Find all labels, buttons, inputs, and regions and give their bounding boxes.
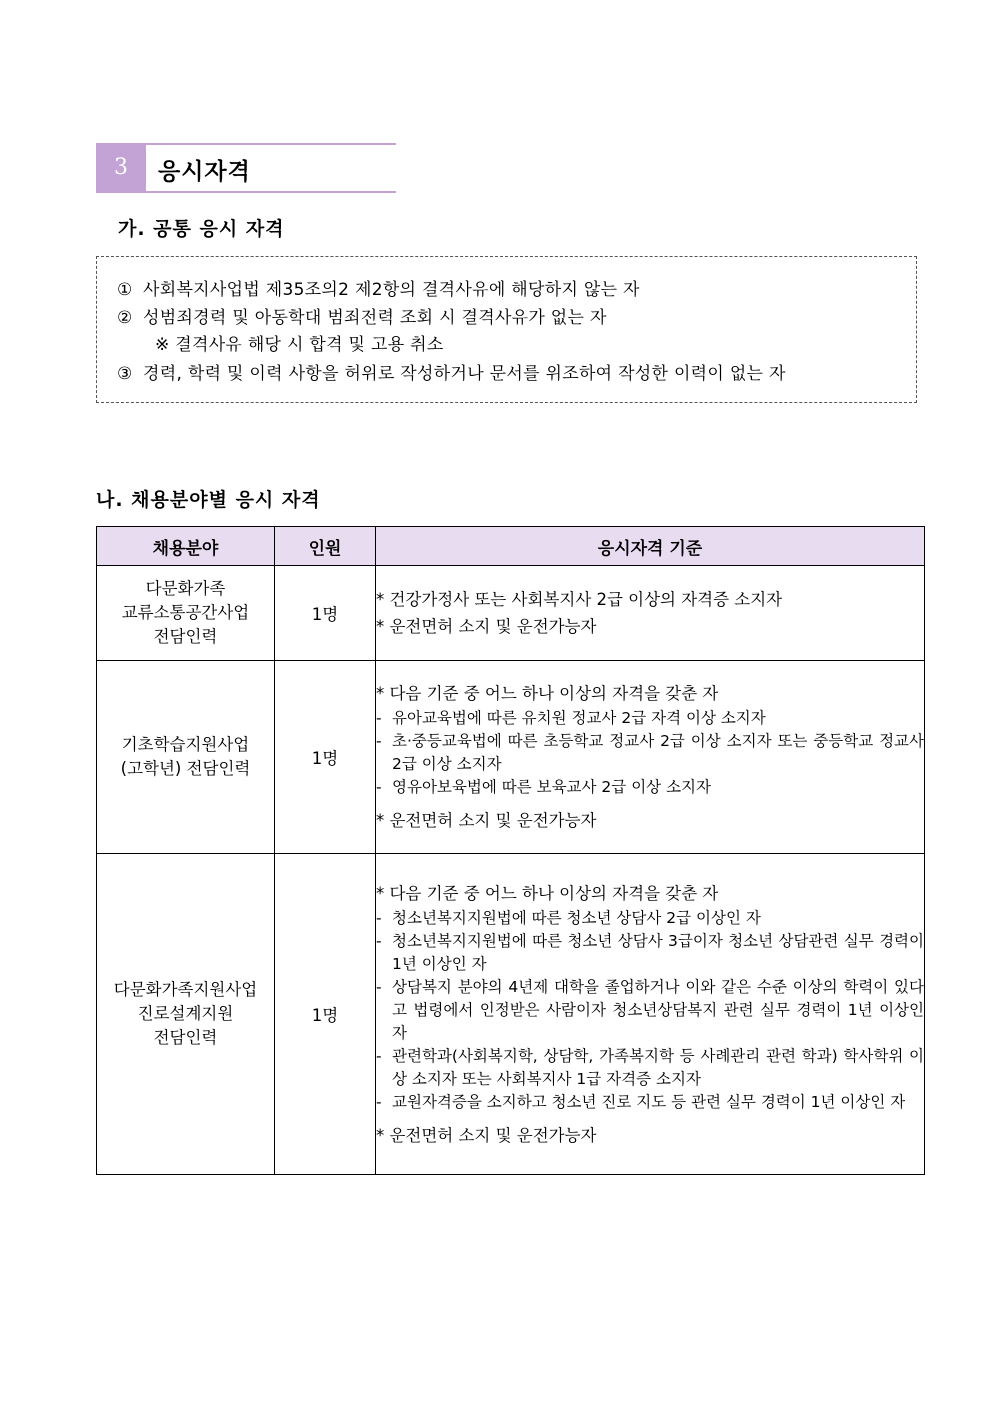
field-line: 기초학습지원사업 <box>121 735 250 754</box>
criteria-cell <box>376 566 925 661</box>
table-row <box>97 854 925 1175</box>
note-text: ※ 결격사유 해당 시 합격 및 고용 취소 <box>155 335 444 355</box>
field-line: (고학년) 전담인력 <box>120 759 251 778</box>
criteria-cell <box>376 661 925 854</box>
criteria-intro: * 다음 기준 중 어느 하나 이상의 자격을 갖춘 자 <box>376 684 719 703</box>
dash-text: 상담복지 분야의 4년제 대학을 졸업하거나 이와 같은 수준 이상의 학력이 있다고 법령에서 인정받은 사람이자 청소년상담복지 관련 실무 경력이 1년 이상인 자 <box>392 977 924 1042</box>
field-line: 진로설계지원 <box>137 1004 234 1023</box>
section-number: 3 <box>96 143 146 193</box>
common-item <box>117 359 786 384</box>
criteria-item: * 운전면허 소지 및 운전가능자 <box>376 617 597 636</box>
count-cell: 1명 <box>275 661 376 854</box>
dash-text: 교원자격증을 소지하고 청소년 진로 지도 등 관련 실무 경력이 1년 이상인 자 <box>392 1092 906 1111</box>
field-cell <box>97 566 275 661</box>
count-cell: 1명 <box>275 854 376 1175</box>
item-text: 경력, 학력 및 이력 사항을 허위로 작성하거나 문서를 위조하여 작성한 이력이 없는 자 <box>143 364 786 384</box>
common-item <box>117 303 607 328</box>
dash-text: 유아교육법에 따른 유치원 정교사 2급 자격 이상 소지자 <box>392 709 766 727</box>
table-row <box>97 661 925 854</box>
table-row <box>97 566 925 661</box>
item-text: 사회복지사업법 제35조의2 제2항의 결격사유에 해당하지 않는 자 <box>143 280 640 300</box>
header-field: 채용분야 <box>97 527 275 566</box>
criteria-dash-item: - 영유아보육법에 따른 보육교사 2급 이상 소지자 <box>376 776 924 799</box>
table-header-row <box>97 527 925 566</box>
criteria-dash-item: - 유아교육법에 따른 유치원 정교사 2급 자격 이상 소지자 <box>376 707 924 730</box>
common-qualifications-box <box>96 256 917 403</box>
section-title: 응시자격 <box>158 159 251 185</box>
criteria-outro: * 운전면허 소지 및 운전가능자 <box>376 1125 597 1145</box>
criteria-dash-item: - 교원자격증을 소지하고 청소년 진로 지도 등 관련 실무 경력이 1년 이상인 자 <box>376 1091 924 1114</box>
field-line: 전담인력 <box>153 1028 218 1047</box>
by-field-heading: 나. 채용분야별 응시 자격 <box>96 489 321 511</box>
common-note <box>155 330 444 355</box>
criteria-cell <box>376 854 925 1175</box>
item-number: ① <box>117 280 133 300</box>
criteria-dash-item: - 청소년복지지원법에 따른 청소년 상담사 2급 이상인 자 <box>376 907 924 930</box>
item-number: ② <box>117 308 133 328</box>
dash-text: 청소년복지지원법에 따른 청소년 상담사 2급 이상인 자 <box>392 908 761 927</box>
criteria-dash-item: - 상담복지 분야의 4년제 대학을 졸업하거나 이와 같은 수준 이상의 학력이 있다고 법령에서 인정받은 사람이자 청소년상담복지 관련 실무 경력이 1년 이상인 자 <box>376 976 924 1045</box>
criteria-outro: * 운전면허 소지 및 운전가능자 <box>376 811 597 830</box>
field-cell <box>97 661 275 854</box>
common-item <box>117 275 640 300</box>
field-line: 전담인력 <box>153 627 218 646</box>
common-heading: 가. 공통 응시 자격 <box>118 218 285 240</box>
criteria-dash-item: - 청소년복지지원법에 따른 청소년 상담사 3급이자 청소년 상담관련 실무 경력이 1년 이상인 자 <box>376 930 924 976</box>
item-text: 성범죄경력 및 아동학대 범죄전력 조회 시 결격사유가 없는 자 <box>143 308 607 328</box>
dash-text: 초·중등교육법에 따른 초등학교 정교사 2급 이상 소지자 또는 중등학교 정교사 2급 이상 소지자 <box>392 732 924 773</box>
section-header <box>96 143 396 193</box>
count-cell: 1명 <box>275 566 376 661</box>
field-cell <box>97 854 275 1175</box>
header-count: 인원 <box>275 527 376 566</box>
item-number: ③ <box>117 364 133 384</box>
field-line: 다문화가족 <box>145 579 226 598</box>
qualifications-table <box>96 526 925 1175</box>
header-criteria: 응시자격 기준 <box>376 527 925 566</box>
dash-text: 영유아보육법에 따른 보육교사 2급 이상 소지자 <box>392 778 711 796</box>
criteria-item: * 건강가정사 또는 사회복지사 2급 이상의 자격증 소지자 <box>376 590 783 609</box>
dash-text: 관련학과(사회복지학, 상담학, 가족복지학 등 사례관리 관련 학과) 학사학위 이상 소지자 또는 사회복지사 1급 자격증 소지자 <box>392 1046 924 1088</box>
criteria-dash-item: - 초·중등교육법에 따른 초등학교 정교사 2급 이상 소지자 또는 중등학교 정교사 2급 이상 소지자 <box>376 730 924 776</box>
dash-text: 청소년복지지원법에 따른 청소년 상담사 3급이자 청소년 상담관련 실무 경력이 1년 이상인 자 <box>392 931 924 973</box>
field-line: 다문화가족지원사업 <box>113 980 258 999</box>
section-title-box <box>146 143 396 193</box>
field-line: 교류소통공간사업 <box>121 603 250 622</box>
criteria-intro: * 다음 기준 중 어느 하나 이상의 자격을 갖춘 자 <box>376 883 719 903</box>
criteria-dash-item: - 관련학과(사회복지학, 상담학, 가족복지학 등 사례관리 관련 학과) 학사학위 이상 소지자 또는 사회복지사 1급 자격증 소지자 <box>376 1045 924 1091</box>
